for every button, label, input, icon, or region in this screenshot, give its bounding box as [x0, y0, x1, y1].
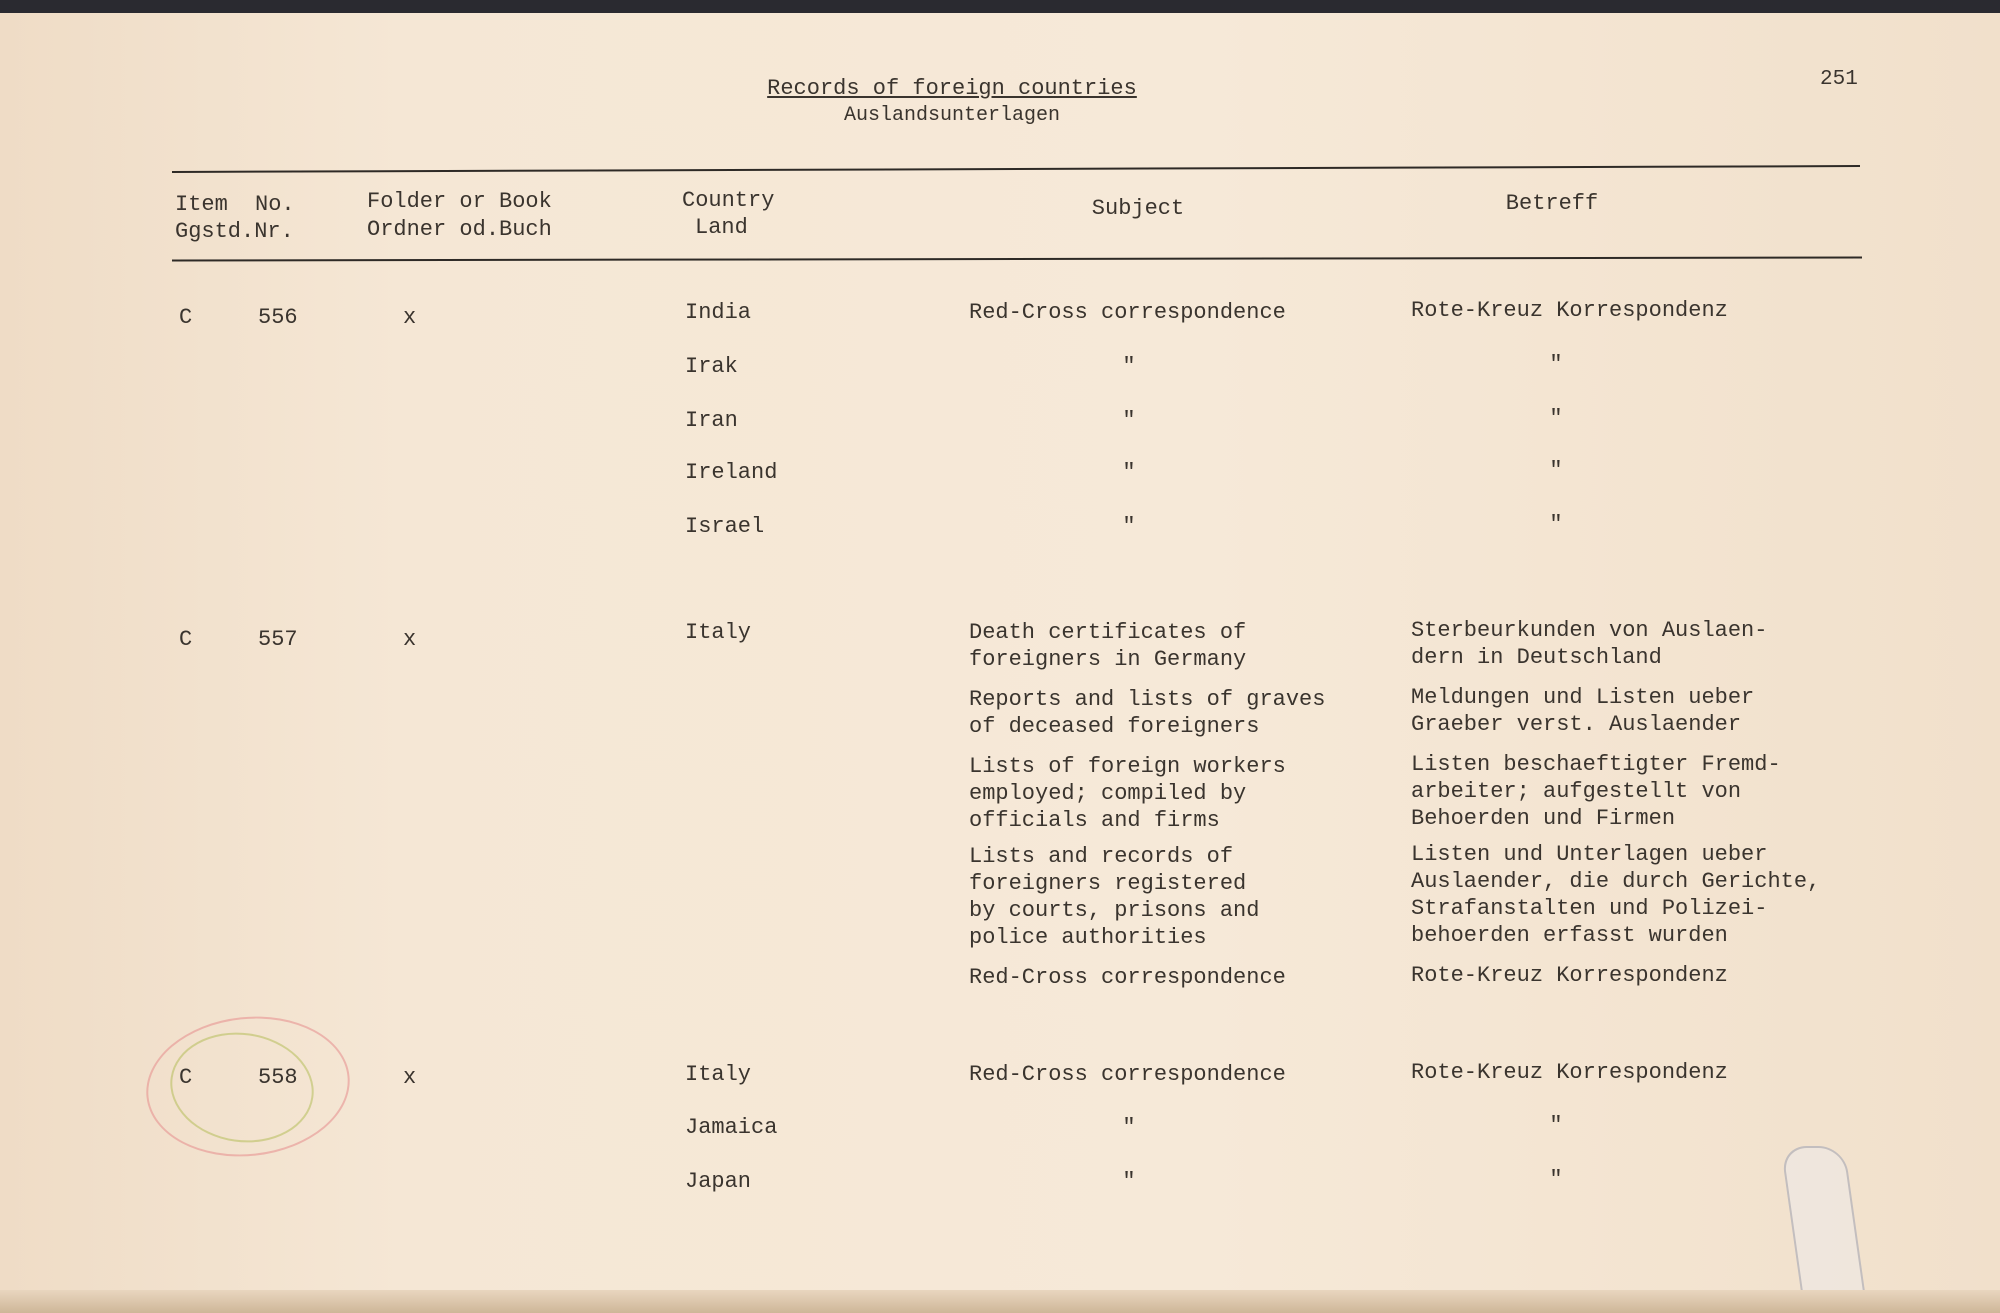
country: Ireland	[685, 460, 778, 485]
header-item-de: Ggstd.Nr.	[175, 219, 294, 244]
betreff-line: behoerden erfasst wurden	[1411, 923, 1728, 948]
country: Japan	[685, 1169, 752, 1194]
subject-line: officials and firms	[969, 808, 1220, 833]
country: Iran	[685, 408, 738, 433]
ditto-mark: "	[1122, 460, 1136, 485]
page-stack-edge	[0, 1290, 2000, 1313]
subject-line: of deceased foreigners	[969, 714, 1260, 739]
ditto-mark: "	[1549, 1113, 1563, 1138]
betreff-line: arbeiter; aufgestellt von	[1411, 779, 1742, 804]
betreff-line: Behoerden und Firmen	[1411, 806, 1676, 831]
header-folder-de: Ordner od.Buch	[367, 217, 552, 242]
ditto-mark: "	[1549, 406, 1563, 431]
betreff-line: Listen und Unterlagen ueber	[1411, 842, 1768, 867]
subject-line: Reports and lists of graves	[969, 687, 1326, 712]
country: Italy	[685, 620, 752, 645]
ditto-mark: "	[1122, 1115, 1136, 1140]
betreff-line: dern in Deutschland	[1411, 645, 1662, 670]
folder-mark: x	[403, 1065, 417, 1090]
ditto-mark: "	[1549, 1167, 1563, 1192]
ditto-mark: "	[1549, 458, 1563, 483]
ditto-mark: "	[1122, 514, 1136, 539]
subject-line: foreigners in Germany	[969, 647, 1247, 672]
subject-line: foreigners registered	[969, 871, 1247, 896]
header-betreff: Betreff	[1505, 191, 1599, 216]
header-bottom-rule	[172, 257, 1862, 262]
header-folder: Folder or Book	[367, 189, 552, 214]
subject-line: Red-Cross correspondence	[969, 1062, 1286, 1087]
ditto-mark: "	[1122, 354, 1136, 379]
betreff-line: Graeber verst. Auslaender	[1411, 712, 1742, 737]
item-number: 556	[258, 305, 298, 330]
header-country: Country	[682, 188, 775, 213]
scan-border	[0, 0, 2000, 13]
item-number: 558	[258, 1065, 298, 1090]
header-top-rule	[172, 165, 1860, 173]
betreff-line: Rote-Kreuz Korrespondenz	[1411, 1060, 1728, 1085]
ditto-mark: "	[1549, 352, 1563, 377]
betreff-line: Rote-Kreuz Korrespondenz	[1411, 298, 1728, 323]
betreff-line: Listen beschaeftigter Fremd-	[1411, 752, 1781, 777]
betreff-line: Rote-Kreuz Korrespondenz	[1411, 963, 1728, 988]
ditto-mark: "	[1122, 1169, 1136, 1194]
subject-line: by courts, prisons and	[969, 898, 1260, 923]
item-letter: C	[179, 305, 193, 330]
betreff-line: Strafanstalten und Polizei-	[1411, 896, 1768, 921]
ditto-mark: "	[1549, 512, 1563, 537]
item-letter: C	[179, 1065, 193, 1090]
country: India	[685, 300, 752, 325]
subject-line: employed; compiled by	[969, 781, 1247, 806]
header-subject: Subject	[1091, 196, 1185, 221]
page-title: Records of foreign countries	[767, 76, 1137, 101]
country: Irak	[685, 354, 738, 379]
country: Italy	[685, 1062, 752, 1087]
folder-mark: x	[403, 627, 417, 652]
subject-line: police authorities	[969, 925, 1207, 950]
subject-line: Red-Cross correspondence	[969, 300, 1286, 325]
country: Jamaica	[685, 1115, 778, 1140]
subject-line: Lists and records of	[969, 844, 1234, 869]
betreff-line: Sterbeurkunden von Auslaen-	[1411, 618, 1768, 643]
subject-line: Death certificates of	[969, 620, 1247, 645]
header-no: No.	[255, 192, 295, 217]
folder-mark: x	[403, 305, 417, 330]
header-country-de: Land	[695, 215, 748, 240]
header-item: Item	[175, 192, 228, 217]
betreff-line: Auslaender, die durch Gerichte,	[1411, 869, 1821, 894]
page-tab	[1780, 1146, 1867, 1310]
ditto-mark: "	[1122, 408, 1136, 433]
country: Israel	[685, 514, 765, 539]
betreff-line: Meldungen und Listen ueber	[1411, 685, 1755, 710]
page-subtitle: Auslandsunterlagen	[843, 104, 1061, 127]
item-letter: C	[179, 627, 193, 652]
subject-line: Red-Cross correspondence	[969, 965, 1286, 990]
item-number: 557	[258, 627, 298, 652]
page-number: 251	[1820, 68, 1858, 91]
subject-line: Lists of foreign workers	[969, 754, 1286, 779]
